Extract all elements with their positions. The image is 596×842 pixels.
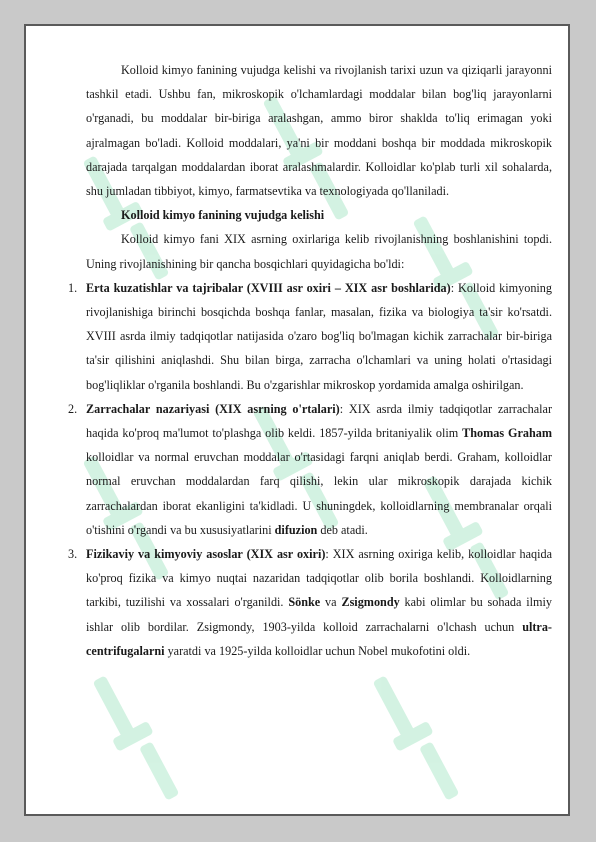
list-number: 1. [68, 280, 78, 295]
list-item [68, 542, 552, 663]
watermark-logo [355, 658, 487, 816]
item-text: : XIX asrning oxiriga kelib, kolloidlar haqida ko'proq fizika va kimyo nuqtai nazaridan tadqiqotlar olib borila boshlandi. Kolloidlarning tarkibi, tuzilishi va xossalari o'rganildi. [86, 547, 552, 610]
item-text: kabi olimlar bu sohada ilmiy ishlar olib bordilar. Zsigmondy, 1903-yilda kolloid zarrachalarni o'lchash uchun [86, 595, 552, 634]
item-title: Zarrachalar nazariyasi (XIX asrning o'rtalari) [86, 401, 340, 416]
item-text: : XIX asrda ilmiy tadqiqotlar zarrachalar haqida ko'proq ma'lumot to'plashga olib keldi. 1857-yilda britaniyalik olim [86, 401, 552, 441]
stages-list [68, 276, 552, 663]
lead-paragraph: Kolloid kimyo fani XIX asrning oxirlariga kelib rivojlanishning boshlanishini topdi. Uning rivojlanishining bir qancha bosqichlari quyidagicha bo'ldi: [86, 232, 552, 271]
list-item [68, 276, 552, 397]
list-number: 2. [68, 401, 78, 416]
watermark-logo [75, 658, 207, 816]
list-number: 3. [68, 547, 78, 562]
item-title: Fizikaviy va kimyoviy asoslar (XIX asr oxiri) [86, 547, 326, 562]
item-text: deb atadi. [317, 522, 368, 537]
item-text: va [320, 595, 342, 610]
bold-term: Thomas Graham [462, 426, 552, 441]
bold-term: ultra-centrifugalarni [86, 619, 552, 658]
item-text: : Kolloid kimyoning rivojlanishiga birinchi bosqichda boshqa fanlar, masalan, fizika va biologiya ta'sir ko'rsatdi. XVIII asrda ilmiy tadqiqotlar natijasida o'zaro bog'liq bo'lmagan kichik zarrachalar bir-biriga ta'sir qilishini aniqlashdi. Shu bilan birga, zarracha o'lchamlari va uning holati o'rtasidagi bog'liqliklar o'rganila boshlandi. Bu o'zgarishlar mikroskop yordamida amalga oshirilgan. [86, 280, 552, 392]
document-body [68, 58, 552, 663]
item-text: kolloidlar va normal eruvchan moddalar o'rtasidagi farqni aniqlab berdi. Graham, kolloidlar normal eruvchan moddalardan farq qilishi, lekin ular mikroskopik darajada kichik zarrachalardan iborat ekanligini ta'kidladi. U shuningdek, kolloidlarning membranalar orqali o'tishini o'rgandi va bu xususiyatlarini [86, 450, 552, 537]
bold-term: Sönke [288, 595, 321, 610]
bold-term: Zsigmondy [341, 595, 400, 610]
item-text: yaratdi va 1925-yilda kolloidlar uchun Nobel mukofotini oldi. [164, 643, 471, 658]
document-page [24, 24, 570, 816]
bold-term: difuzion [274, 522, 318, 537]
intro-paragraph: Kolloid kimyo fanining vujudga kelishi va rivojlanish tarixi uzun va qiziqarli jarayonni tashkil etadi. Ushbu fan, mikroskopik o'lchamlardagi moddalar bilan bog'liq jarayonlarni o'rganadi, bu moddalar bir-biriga aralashgan, ammo biror shaklda to'liq erimagan yoki ajralmagan bo'ladi. Kolloid moddalari, ya'ni bir moddani boshqa bir moddada mikroskopik darajada tarqalgan moddalardan iborat aralashmalardir. Kolloidlar ko'plab turli xil sohalarda, shu jumladan tibbiyot, kimyo, farmatsevtika va texnologiyada qo'llaniladi. [86, 63, 552, 199]
item-title: Erta kuzatishlar va tajribalar (XVIII asr oxiri – XIX asr boshlarida) [86, 280, 451, 295]
list-item [68, 397, 552, 542]
section-heading: Kolloid kimyo fanining vujudga kelishi [121, 208, 325, 223]
